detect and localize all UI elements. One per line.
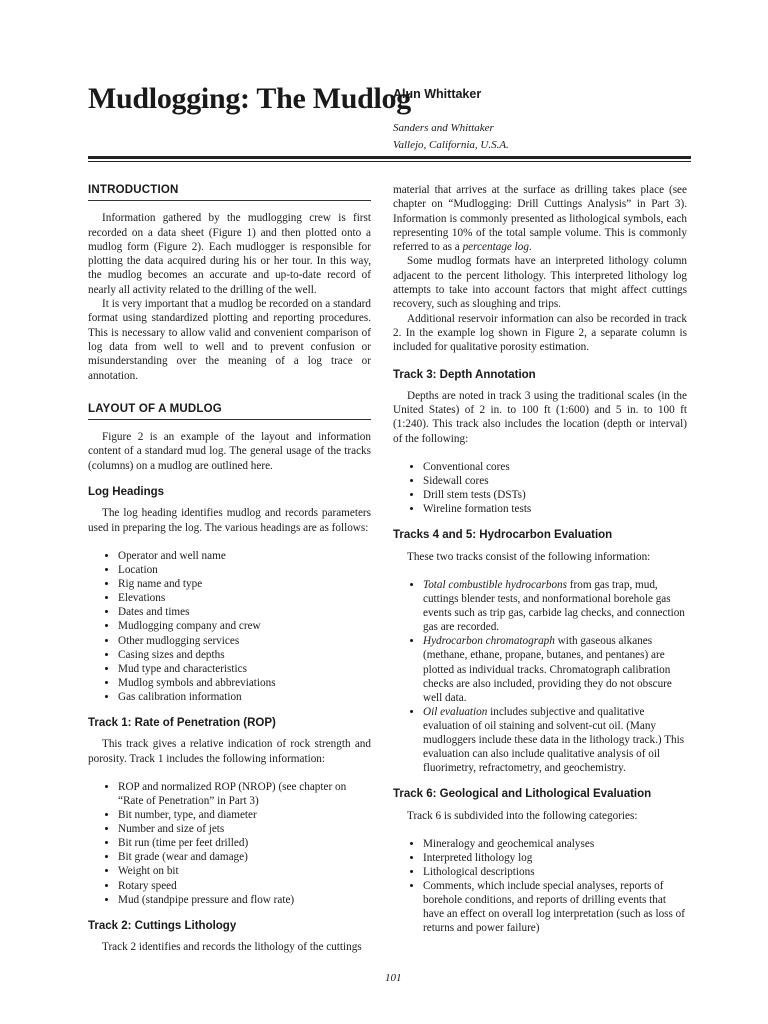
emphasis-term: Total combustible hydrocarbons [423, 579, 567, 592]
emphasis-term: Hydrocarbon chromatograph [423, 635, 555, 648]
list-item: • Casing sizes and depths [118, 648, 371, 662]
page-number: 101 [385, 972, 402, 984]
list-item: • Number and size of jets [118, 822, 371, 836]
list-item: • Gas calibration information [118, 690, 371, 704]
list-item: • Mud (standpipe pressure and flow rate) [118, 893, 371, 907]
list-item: • Mudlogging company and crew [118, 619, 371, 633]
list-item [423, 705, 687, 775]
track-1-paragraph: This track gives a relative indication of rock strength and porosity. Track 1 includes the following information: [88, 738, 371, 765]
list-item: • Bit number, type, and diameter [118, 808, 371, 822]
header-rule-thick [88, 156, 691, 159]
right-column [393, 183, 687, 946]
list-item: • Mud type and characteristics [118, 662, 371, 676]
introduction-paragraph-2: It is very important that a mudlog be recorded on a standard format using standardized plotting and reporting procedures. This is necessary to allow valid and convenient comparison of log data from well to well and to prevent confusion or misunderstanding over the meaning of a log trace or annotation. [88, 298, 371, 382]
text-run: with gaseous alkanes (methane, ethane, propane, butanes, and pentanes) are plotted as individual tracks. Chromatograph calibration checks are also included, providing they do not obscure well data. [423, 635, 672, 704]
list-item: • Location [118, 563, 371, 577]
author-name: Alun Whittaker [393, 87, 482, 101]
track-3-paragraph: Depths are noted in track 3 using the traditional scales (in the United States) of 2 in. to 100 ft (1:600) and 5 in. to 100 ft (1:240). This track also includes the location (depth or interval) of the following: [393, 389, 687, 445]
track-2-paragraph: Track 2 identifies and records the lithology of the cuttings [102, 941, 362, 953]
list-item: • Rig name and type [118, 577, 371, 591]
track-2-title: Track 2: Cuttings Lithology [88, 919, 237, 932]
list-item: • Other mudlogging services [118, 634, 371, 648]
list-item: • Operator and well name [118, 549, 371, 563]
article-title: Mudlogging: The Mudlog [88, 82, 411, 115]
list-item: • Conventional cores [423, 460, 687, 474]
tracks-4-5-list [393, 578, 687, 775]
emphasis-percentage-log: percentage log [462, 241, 529, 254]
list-item: • Dates and times [118, 605, 371, 619]
introduction-heading: INTRODUCTION [88, 183, 371, 201]
list-item: • Comments, which include special analyses, reports of borehole conditions, and reports of drilling events that have an effect on overall log interpretation (such as loss of returns and power failure) [423, 879, 687, 935]
list-item: • Rotary speed [118, 879, 371, 893]
layout-heading: LAYOUT OF A MUDLOG [88, 402, 371, 420]
header-rule-thin [88, 161, 691, 162]
track-2-continued-paragraph-1 [393, 183, 687, 254]
layout-paragraph: Figure 2 is an example of the layout and information content of a standard mud log. The general usage of the tracks (columns) on a mudlog are outlined here. [88, 431, 371, 472]
list-item [423, 578, 687, 634]
track-6-title: Track 6: Geological and Lithological Evaluation [393, 788, 652, 801]
author-affiliation [393, 120, 509, 154]
log-headings-paragraph: The log heading identifies mudlog and records parameters used in preparing the log. The various headings are as follows: [88, 507, 371, 534]
text-run: from gas trap, mud, cuttings blender tests, and nonformational borehole gas events such as trip gas, carbide lag checks, and connection gas are recorded. [423, 579, 685, 634]
text-run: includes subjective and qualitative evaluation of oil staining and solvent-cut oil. (Many mudloggers include these data in the lithology track.) This evaluation can also include qualitative analysis of oil fluorimetry, refractometry, and geochemistry. [423, 705, 685, 775]
affiliation-location: Vallejo, California, U.S.A. [393, 139, 509, 151]
track-6-paragraph: Track 6 is subdivided into the following categories: [407, 809, 638, 822]
list-item: • Elevations [118, 591, 371, 605]
log-headings-title: Log Headings [88, 486, 165, 499]
affiliation-company: Sanders and Whittaker [393, 122, 494, 134]
text-run: . [528, 241, 532, 254]
list-item [423, 634, 687, 704]
track-1-title: Track 1: Rate of Penetration (ROP) [88, 716, 276, 729]
list-item: • Mudlog symbols and abbreviations [118, 676, 371, 690]
track-2-continued-paragraph-2: Some mudlog formats have an interpreted lithology column adjacent to the percent lithology. This interpreted lithology log attempts to take into account factors that might affect cuttings recovery, such as sloughing and trips. [393, 255, 687, 311]
left-column [88, 183, 371, 954]
emphasis-term: Oil evaluation [423, 705, 488, 718]
list-item: • Bit run (time per feet drilled) [118, 836, 371, 850]
text-run: material that arrives at the surface as drilling takes place (see chapter on “Mudlogging: Drill Cuttings Analysis” in Part 3). Information is commonly presented as lithological symbols, each representing 10% of the total sample volume. This is commonly referred to as a [393, 184, 687, 254]
track-3-title: Track 3: Depth Annotation [393, 368, 536, 381]
track-2-continued-paragraph-3: Additional reservoir information can also be recorded in track 2. In the example log shown in Figure 2, a separate column is included for qualitative porosity estimation. [393, 312, 687, 354]
list-item: • ROP and normalized ROP (NROP) (see chapter on “Rate of Penetration” in Part 3) [118, 780, 371, 808]
track-3-list [393, 460, 687, 516]
list-item: • Lithological descriptions [423, 865, 687, 879]
tracks-4-5-title: Tracks 4 and 5: Hydrocarbon Evaluation [393, 529, 613, 542]
list-item: • Drill stem tests (DSTs) [423, 488, 687, 502]
list-item: • Mineralogy and geochemical analyses [423, 837, 687, 851]
list-item: • Wireline formation tests [423, 502, 687, 516]
log-headings-list [88, 549, 371, 704]
introduction-paragraph-1: Information gathered by the mudlogging crew is first recorded on a data sheet (Figure 1) and then plotted onto a mudlog form (Figure 2). Each mudlogger is responsible for plotting the data acquired during his or her tour. In this way, the mudlog becomes an accurate and up-to-date record of nearly all activity related to the drilling of the well. [88, 212, 371, 296]
list-item: • Sidewall cores [423, 474, 687, 488]
track-6-list [393, 837, 687, 936]
track-1-list [88, 780, 371, 907]
list-item: • Interpreted lithology log [423, 851, 687, 865]
list-item: • Weight on bit [118, 864, 371, 878]
list-item: • Bit grade (wear and damage) [118, 850, 371, 864]
tracks-4-5-paragraph: These two tracks consist of the following information: [407, 550, 651, 563]
